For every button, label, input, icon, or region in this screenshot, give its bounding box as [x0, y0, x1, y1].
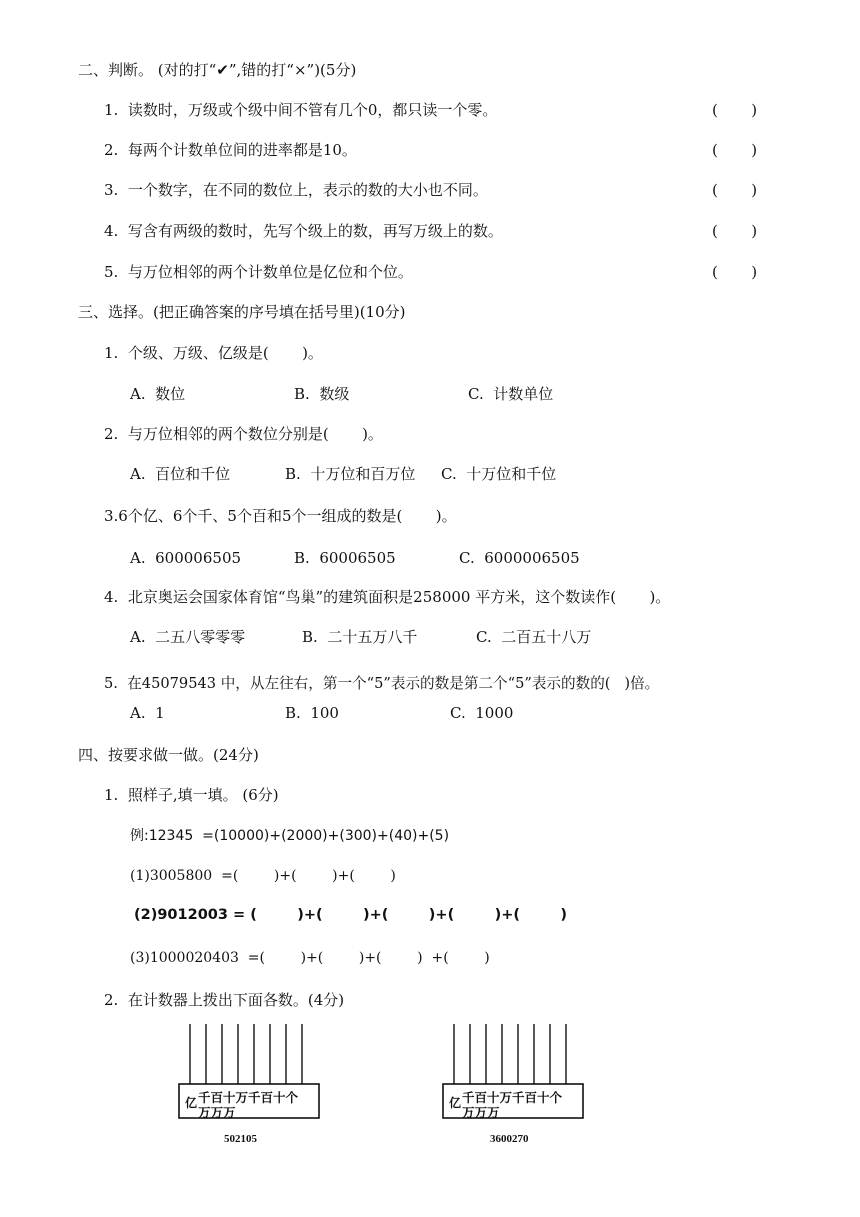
- judge-answer-1[interactable]: ( ): [712, 101, 758, 119]
- abacus-2[interactable]: [440, 1022, 590, 1120]
- judge-answer-2[interactable]: ( ): [712, 141, 758, 159]
- abacus-1[interactable]: [176, 1022, 326, 1120]
- abacus-1-units-top: 千百十万千百十个: [198, 1091, 299, 1105]
- task1-line-2[interactable]: (2)9012003 = ( )+( )+( )+( )+( ): [134, 907, 568, 923]
- section3-title: 三、选择。(把正确答案的序号填在括号里)(10分): [78, 303, 406, 321]
- choice-4-option-a[interactable]: A. 二五八零零零: [130, 628, 246, 646]
- choice-5-option-a[interactable]: A. 1: [130, 704, 165, 722]
- choice-3-option-c[interactable]: C. 6000006505: [459, 549, 580, 567]
- section4-title: 四、按要求做一做。(24分): [78, 746, 259, 764]
- choice-4-option-c[interactable]: C. 二百五十八万: [476, 628, 592, 646]
- choice-4-option-b[interactable]: B. 二十五万八千: [302, 628, 418, 646]
- choice-5-option-c[interactable]: C. 1000: [450, 704, 514, 722]
- choice-1-option-c[interactable]: C. 计数单位: [468, 385, 554, 403]
- choice-question-3: 3.6个亿、6个千、5个百和5个一组成的数是( )。: [104, 507, 457, 525]
- choice-question-5: 5. 在45079543 中，从左往右，第一个“5”表示的数是第二个“5”表示的数的( )倍。: [104, 675, 660, 692]
- task1-line-1[interactable]: (1)3005800 =( )+( )+( ): [130, 868, 396, 884]
- judge-item-2: 2. 每两个计数单位间的进率都是10。: [104, 141, 357, 159]
- abacus-2-number: 3600270: [490, 1133, 529, 1145]
- choice-2-option-c[interactable]: C. 十万位和千位: [441, 465, 557, 483]
- abacus-2-units-bottom: 万万万: [462, 1106, 500, 1120]
- judge-answer-3[interactable]: ( ): [712, 181, 758, 199]
- choice-2-option-a[interactable]: A. 百位和千位: [130, 465, 231, 483]
- task1-title: 1. 照样子,填一填。 (6分): [104, 786, 279, 804]
- task1-example: 例:12345 =(10000)+(2000)+(300)+(40)+(5): [130, 828, 450, 844]
- choice-question-2: 2. 与万位相邻的两个数位分别是( )。: [104, 425, 383, 443]
- choice-3-option-b[interactable]: B. 60006505: [294, 549, 396, 567]
- abacus-1-number: 502105: [224, 1133, 257, 1145]
- choice-5-option-b[interactable]: B. 100: [285, 704, 339, 722]
- choice-1-option-b[interactable]: B. 数级: [294, 385, 350, 403]
- choice-question-1: 1. 个级、万级、亿级是( )。: [104, 344, 323, 362]
- judge-item-3: 3. 一个数字，在不同的数位上，表示的数的大小也不同。: [104, 181, 488, 199]
- choice-question-4: 4. 北京奥运会国家体育馆“鸟巢”的建筑面积是258000 平方米，这个数读作( )。: [104, 588, 671, 606]
- task2-title: 2. 在计数器上拨出下面各数。(4分): [104, 991, 345, 1009]
- abacus-2-units-top: 千百十万千百十个: [462, 1091, 563, 1105]
- abacus-1-units-bottom: 万万万: [198, 1106, 236, 1120]
- judge-answer-4[interactable]: ( ): [712, 222, 758, 240]
- choice-2-option-b[interactable]: B. 十万位和百万位: [285, 465, 416, 483]
- judge-item-4: 4. 写含有两级的数时，先写个级上的数，再写万级上的数。: [104, 222, 503, 240]
- abacus-2-yi-label: 亿: [449, 1096, 462, 1110]
- judge-answer-5[interactable]: ( ): [712, 263, 758, 281]
- choice-1-option-a[interactable]: A. 数位: [130, 385, 186, 403]
- section2-title: 二、判断。 (对的打“✔”,错的打“×”)(5分): [78, 61, 357, 79]
- task1-line-3[interactable]: (3)1000020403 =( )+( )+( ) +( ): [130, 950, 490, 966]
- judge-item-1: 1. 读数时，万级或个级中间不管有几个0，都只读一个零。: [104, 101, 498, 119]
- abacus-1-yi-label: 亿: [185, 1096, 198, 1110]
- choice-3-option-a[interactable]: A. 600006505: [130, 549, 242, 567]
- judge-item-5: 5. 与万位相邻的两个计数单位是亿位和个位。: [104, 263, 413, 281]
